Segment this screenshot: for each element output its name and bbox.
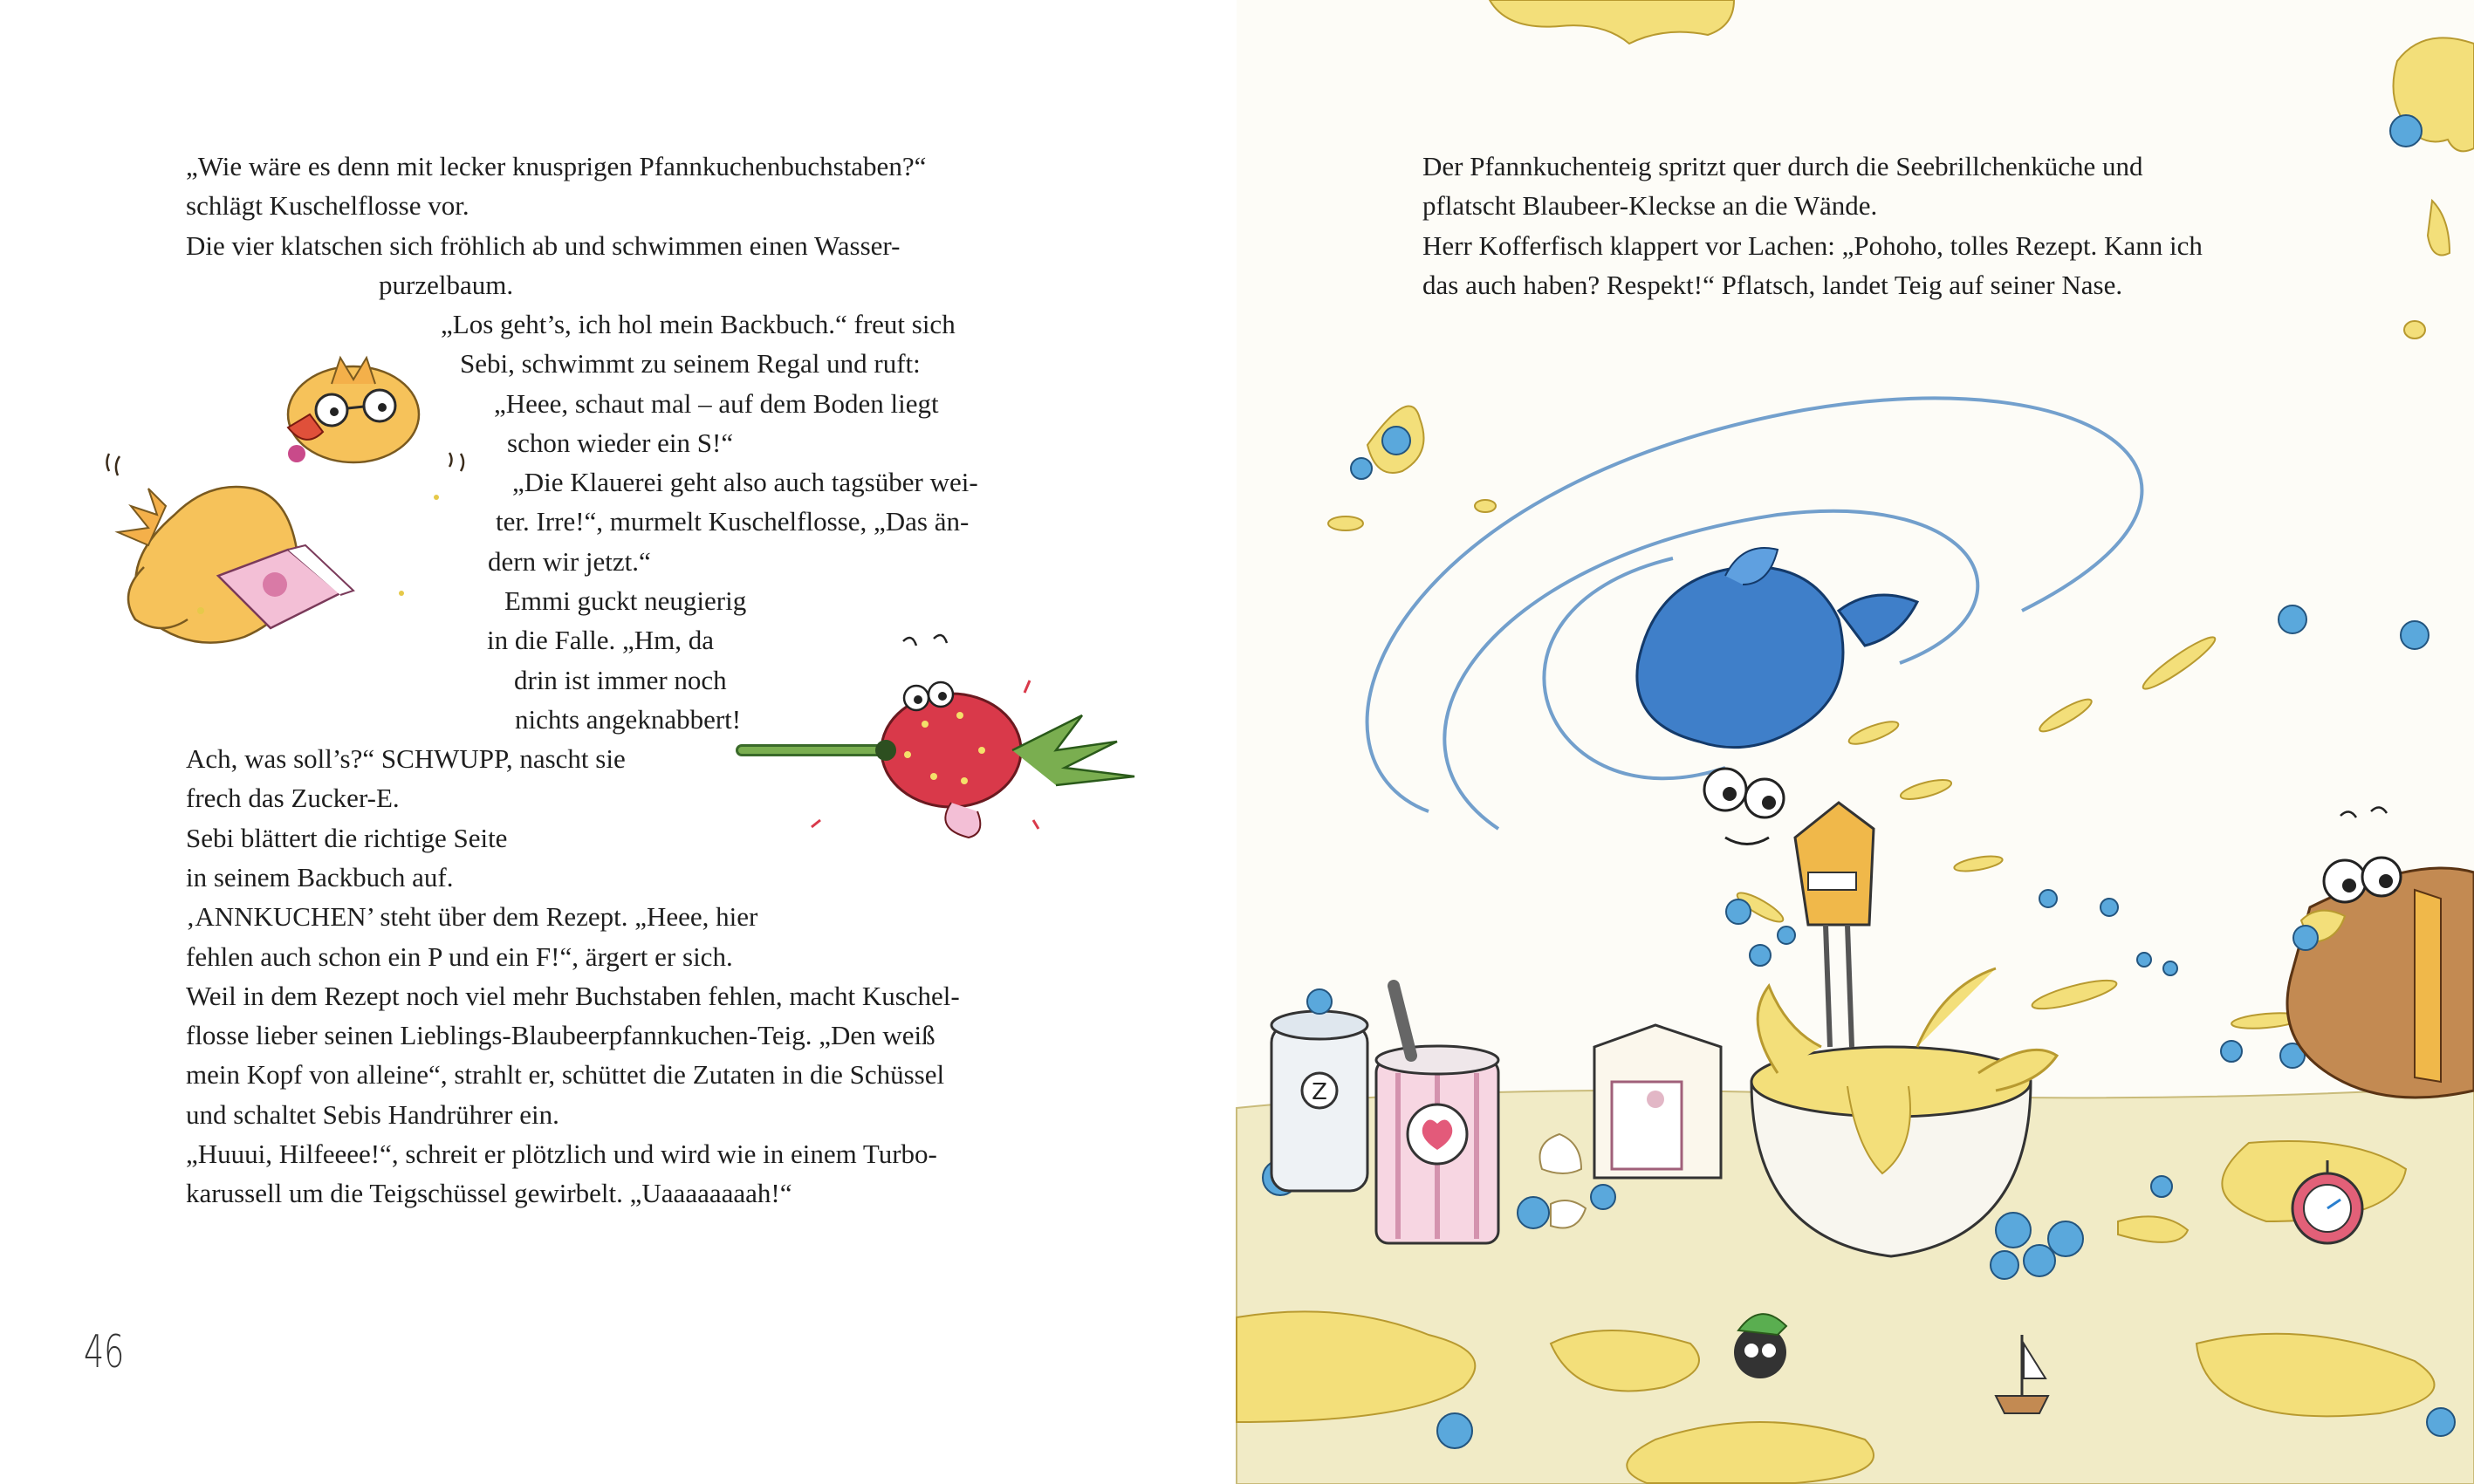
can-label: Z [1312, 1079, 1327, 1105]
tin-can [1271, 989, 1367, 1191]
text-line: „Wie wäre es denn mit lecker knusprigen Pfannkuchenbuchstaben?“ [186, 151, 927, 181]
text-line: Sebi, schwimmt zu seinem Regal und ruft: [460, 348, 921, 379]
text-line: „Die Klauerei geht also auch tagsüber wei- [512, 467, 978, 497]
page-number: 46 [84, 1326, 125, 1378]
hand-mixer [1795, 803, 1874, 1047]
text-line: Herr Kofferfisch klappert vor Lachen: „Pohoho, tolles Rezept. Kann ich [1422, 230, 2203, 261]
text-line: ‚ANNKUCHEN’ steht über dem Rezept. „Heee, hier [186, 901, 758, 932]
text-line: Ach, was soll’s?“ SCHWUPP, nascht sie [186, 743, 626, 774]
dragon-reading-illustration [87, 332, 480, 663]
text-line: schon wieder ein S!“ [507, 427, 734, 458]
text-line: das auch haben? Respekt!“ Pflatsch, landet Teig auf seiner Nase. [1422, 270, 2123, 300]
text-line: schlägt Kuschelflosse vor. [186, 190, 469, 221]
text-line: mein Kopf von alleine“, strahlt er, schüttet die Zutaten in die Schüssel [186, 1059, 945, 1090]
text-line: drin ist immer noch [514, 665, 727, 695]
text-line: Sebi blättert die richtige Seite [186, 823, 508, 853]
strawberry-fish-illustration [733, 628, 1222, 890]
text-line: nichts angeknabbert! [515, 704, 742, 735]
text-line: und schaltet Sebis Handrührer ein. [186, 1099, 559, 1130]
text-line: flosse lieber seinen Lieblings-Blaubeerpfannkuchen-Teig. „Den weiß [186, 1020, 935, 1050]
text-line: Weil in dem Rezept noch viel mehr Buchstaben fehlen, macht Kuschel- [186, 981, 960, 1011]
text-line: frech das Zucker-E. [186, 783, 400, 813]
text-line: in die Falle. „Hm, da [487, 625, 714, 655]
pink-jar [1376, 986, 1498, 1243]
text-line: ter. Irre!“, murmelt Kuschelflosse, „Das än- [496, 506, 970, 537]
text-line: „Huuui, Hilfeeee!“, schreit er plötzlich und wird wie in einem Turbo- [186, 1139, 937, 1169]
text-line: Die vier klatschen sich fröhlich ab und schwimmen einen Wasser- [186, 230, 901, 261]
text-line: in seinem Backbuch auf. [186, 862, 454, 892]
kofferfisch [2287, 807, 2474, 1098]
text-line: karussell um die Teigschüssel gewirbelt. „Uaaaaaaaah!“ [186, 1178, 792, 1208]
text-line: fehlen auch schon ein P und ein F!“, ärgert er sich. [186, 941, 733, 972]
text-line: „Los geht’s, ich hol mein Backbuch.“ freut sich [441, 309, 956, 339]
blue-fish [1637, 548, 1917, 845]
text-line: purzelbaum. [379, 270, 514, 300]
text-line: Emmi guckt neugierig [504, 585, 747, 616]
text-line: Der Pfannkuchenteig spritzt quer durch die Seebrillchenküche und [1422, 151, 2143, 181]
kitchen-scene-illustration [1237, 0, 2474, 1484]
text-line: dern wir jetzt.“ [488, 546, 651, 577]
text-line: „Heee, schaut mal – auf dem Boden liegt [494, 388, 939, 419]
right-page [1237, 0, 2474, 1484]
text-line: pflatscht Blaubeer-Kleckse an die Wände. [1422, 190, 1878, 221]
